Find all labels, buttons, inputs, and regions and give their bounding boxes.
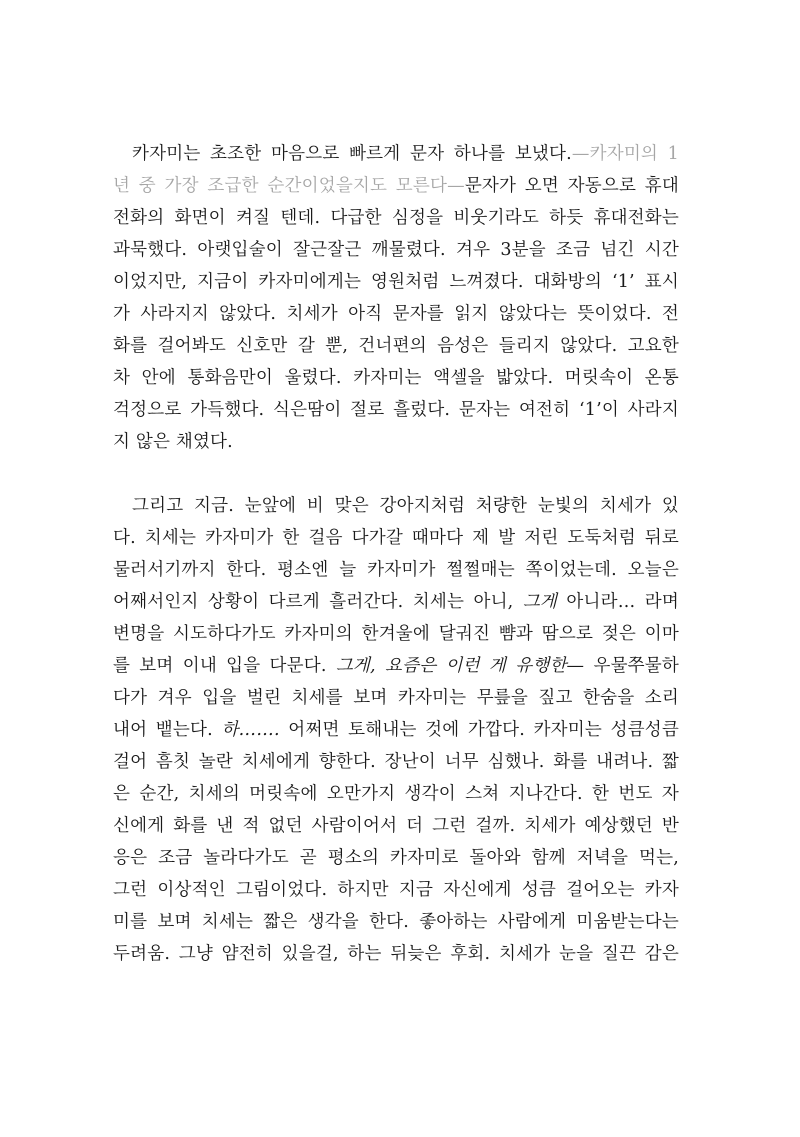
text-line xyxy=(113,266,679,298)
text-line xyxy=(113,138,679,170)
body-text: 화를 걸어봐도 신호만 갈 뿐, 건너편의 음성은 들리지 않았다. 고요한 xyxy=(113,336,679,356)
text-line xyxy=(113,490,679,522)
text-line xyxy=(113,938,679,970)
body-text: 은 순간, 치세의 머릿속에 오만가지 생각이 스쳐 지나간다. 한 번도 자 xyxy=(113,784,679,804)
body-text: 신에게 화를 낸 적 없던 사람이어서 더 그런 걸까. 치세가 예상했던 반 xyxy=(113,816,679,836)
text-line xyxy=(113,778,679,810)
text-line xyxy=(113,810,679,842)
body-text: 내어 뱉는다. xyxy=(113,720,222,740)
body-text: 걱정으로 가득했다. 식은땀이 절로 흘렀다. 문자는 여전히 ‘1’이 사라지 xyxy=(113,400,679,420)
body-text: 다가 겨우 입을 벌린 치세를 보며 카자미는 무릎을 짚고 한숨을 소리 xyxy=(113,688,679,708)
paragraph xyxy=(113,490,679,970)
italic-text: 하……. xyxy=(221,720,280,740)
text-line xyxy=(113,842,679,874)
body-text: 물러서기까지 한다. 평소엔 늘 카자미가 쩔쩔매는 쪽이었는데. 오늘은 xyxy=(113,560,679,580)
body-text: 걸어 흠칫 놀란 치세에게 향한다. 장난이 너무 심했나. 화를 내려나. 짧 xyxy=(113,752,679,772)
aside-text: —카자미의 1 xyxy=(571,144,679,164)
text-line xyxy=(113,202,679,234)
text-line xyxy=(113,234,679,266)
text-line xyxy=(113,170,679,202)
aside-text: 년 중 가장 조급한 순간이었을지도 모른다— xyxy=(113,176,465,196)
body-text: 응은 조금 놀라다가도 곧 평소의 카자미로 돌아와 함께 저녁을 먹는, xyxy=(113,848,679,868)
body-text: 문자가 오면 자동으로 휴대 xyxy=(464,176,679,196)
text-line xyxy=(113,874,679,906)
body-text: 과묵했다. 아랫입술이 잘근잘근 깨물렸다. 겨우 3분을 조금 넘긴 시간 xyxy=(113,240,679,260)
italic-text: 그게 xyxy=(522,592,558,612)
body-text: 차 안에 통화음만이 울렸다. 카자미는 액셀을 밟았다. 머릿속이 온통 xyxy=(113,368,679,388)
text-line xyxy=(113,330,679,362)
text-line xyxy=(113,650,679,682)
text-line xyxy=(113,522,679,554)
body-text: 두려움. 그냥 얌전히 있을걸, 하는 뒤늦은 후회. 치세가 눈을 질끈 감은 xyxy=(113,944,679,964)
text-line xyxy=(113,394,679,426)
body-text: 그리고 지금. 눈앞에 비 맞은 강아지처럼 처량한 눈빛의 치세가 있 xyxy=(132,496,679,516)
body-text: 이었지만, 지금이 카자미에게는 영원처럼 느껴졌다. 대화방의 ‘1’ 표시 xyxy=(113,272,679,292)
text-line xyxy=(113,586,679,618)
body-text: 를 보며 이내 입을 다문다. xyxy=(113,656,336,676)
text-line xyxy=(113,682,679,714)
body-text: 다. 치세는 카자미가 한 걸음 다가갈 때마다 제 발 저린 도둑처럼 뒤로 xyxy=(113,528,679,548)
body-text: 카자미는 초조한 마음으로 빠르게 문자 하나를 보냈다. xyxy=(132,144,572,164)
text-line xyxy=(113,298,679,330)
text-line xyxy=(113,906,679,938)
body-text: 가 사라지지 않았다. 치세가 아직 문자를 읽지 않았다는 뜻이었다. 전 xyxy=(113,304,679,324)
body-text: 미를 보며 치세는 짧은 생각을 한다. 좋아하는 사람에게 미움받는다는 xyxy=(113,912,679,932)
text-line xyxy=(113,362,679,394)
body-text: 아니라… 라며 xyxy=(557,592,679,612)
body-text: 어쩌면 토해내는 것에 가깝다. 카자미는 성큼성큼 xyxy=(279,720,679,740)
text-line xyxy=(113,746,679,778)
document-page xyxy=(113,138,679,970)
body-text: 변명을 시도하다가도 카자미의 한겨울에 달궈진 뺨과 땀으로 젖은 이마 xyxy=(113,624,679,644)
body-text: 우물쭈물하 xyxy=(584,656,679,676)
italic-text: 그게, 요즘은 이런 게 유행한— xyxy=(335,656,585,676)
body-text: 지 않은 채였다. xyxy=(113,432,233,452)
paragraph xyxy=(113,138,679,458)
body-text: 어째서인지 상황이 다르게 흘러간다. 치세는 아니, xyxy=(113,592,523,612)
body-text: 그런 이상적인 그림이었다. 하지만 지금 자신에게 성큼 걸어오는 카자 xyxy=(113,880,679,900)
text-line xyxy=(113,426,679,458)
text-line xyxy=(113,618,679,650)
text-line xyxy=(113,554,679,586)
paragraph-gap xyxy=(113,458,679,490)
body-text: 전화의 화면이 켜질 텐데. 다급한 심정을 비웃기라도 하듯 휴대전화는 xyxy=(113,208,679,228)
text-line xyxy=(113,714,679,746)
